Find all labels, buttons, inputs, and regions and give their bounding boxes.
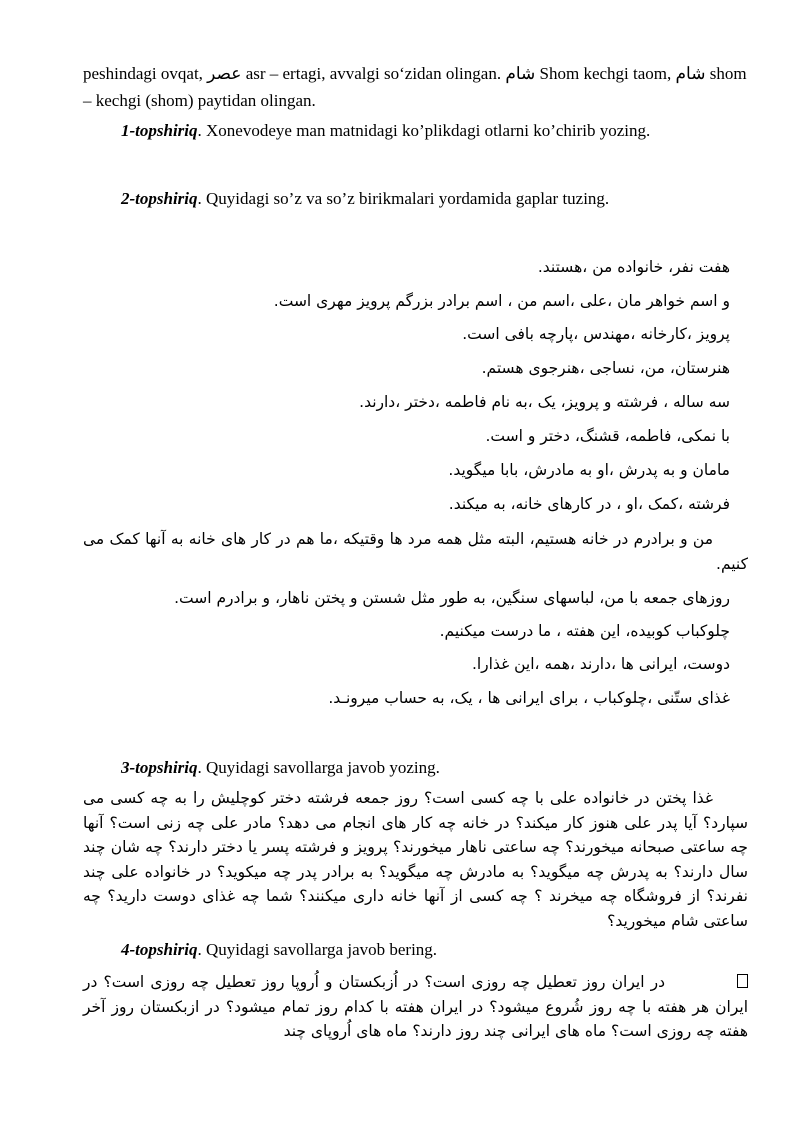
task-1-number: 1-topshiriq bbox=[121, 121, 198, 140]
task-3-paragraph: غذا پختن در خانواده علی با چه کسی است؟ روز جمعه فرشته دختر کوچلیش را به چه کسی می سپارد؟ آیا پدر علی هنوز کار میکند؟ در خانه چه کار های انجام می دهد؟ مادر علی چه زنی است؟ آنها چه ساعتی صبحانه میخورند؟ چه ساعتی ناهار میخورند؟ پرویز و فرشته پسر یا دختر دارند؟ چه شان چند سال دارند؟ به پدرش چه میگوید؟ به مادرش چه میگوید؟ به برادر پدر چه میکوید؟ در خانواده علی چند نفرند؟ از فروشگاه چه میخرند ؟ چه کسی از آنها خانه داری میکنند؟ شما چه غذای دوست دارید؟ چه ساعتی شام میخورید؟ bbox=[83, 789, 748, 930]
task-4-number: 4-topshiriq bbox=[121, 940, 198, 959]
task-2-line: غذای ستّنی ،چلوکباب ، برای ایرانی ها ، یک، به حساب میرونـد. bbox=[328, 689, 730, 707]
task-4 bbox=[121, 936, 781, 963]
task-2-line: سه ساله ، فرشته و پرویز، یک ،به نام فاطمه ،دختر ،دارند. bbox=[359, 393, 730, 411]
task-1 bbox=[121, 117, 781, 144]
task-2-line: مامان و به پدرش ،او به مادرش، بابا میگوید. bbox=[448, 461, 730, 479]
intro-text: peshindagi ovqat, عصر asr – ertagi, avvalgi so‘zidan olingan. شام Shom kechgi taom, شام shom – kechgi (shom) paytidan olingan. bbox=[83, 64, 747, 110]
task-2-number: 2-topshiriq bbox=[121, 189, 198, 208]
task-2-paragraph: من و برادرم در خانه هستیم، البته مثل همه مرد ها وقتیکه ،ما هم در کار های خانه به آنها کمک می کنیم. bbox=[83, 530, 748, 573]
task-2-line: با نمکی، فاطمه، قشنگ، دختر و است. bbox=[485, 427, 730, 445]
task-2-line: و اسم خواهر مان ،علی ،اسم من ، اسم برادر بزرگم پرویز مهری است. bbox=[273, 292, 730, 310]
task-3-text: . Quyidagi savollarga javob yozing. bbox=[197, 758, 440, 777]
task-1-text: . Xonevodeye man matnidagi ko’plikdagi otlarni ko’chirib yozing. bbox=[197, 121, 651, 140]
task-2-line: پرویز ،کارخانه ،مهندس ،پارچه بافی است. bbox=[462, 325, 730, 343]
task-2-line: دوست، ایرانی ها ،دارند ،همه ،این غذارا. bbox=[471, 655, 730, 673]
task-4-paragraph bbox=[83, 970, 748, 1044]
task-2-line: هنرستان، من، نساجی ،هنرجوی هستم. bbox=[481, 359, 730, 377]
task-4-text: . Quyidagi savollarga javob bering. bbox=[197, 940, 438, 959]
task-2-line: فرشته ،کمک ،او ، در کارهای خانه، به میکند. bbox=[448, 495, 730, 513]
checkbox-glyph-icon bbox=[737, 974, 748, 988]
task-2-text: . Quyidagi so’z va so’z birikmalari yordamida gaplar tuzing. bbox=[197, 189, 610, 208]
task-3-number: 3-topshiriq bbox=[121, 758, 198, 777]
task-2-line: روزهای جمعه با من، لباسهای سنگین، به طور مثل شستن و پختن ناهار، و برادرم است. bbox=[174, 589, 730, 607]
task-2 bbox=[121, 185, 781, 212]
task-2-line: هفت نفر، خانواده من ،هستند. bbox=[537, 258, 730, 276]
task-3 bbox=[121, 754, 781, 781]
task-4-paragraph-text: در ایران روز تعطیل چه روزی است؟ در اُزبکستان و اُروپا روز تعطیل چه روزی است؟ در ایران هر هفته با چه روز شُروع میشود؟ در ایران هفته با کدام روز تمام میشود؟ در ازبکستان روز آخر هفته چه روزی است؟ ماه های ایرانی چند روز دارند؟ ماه های اُروپای چند bbox=[83, 973, 748, 1040]
task-2-line: چلوکباب کوبیده، این هفته ، ما درست میکنیم. bbox=[439, 622, 730, 640]
